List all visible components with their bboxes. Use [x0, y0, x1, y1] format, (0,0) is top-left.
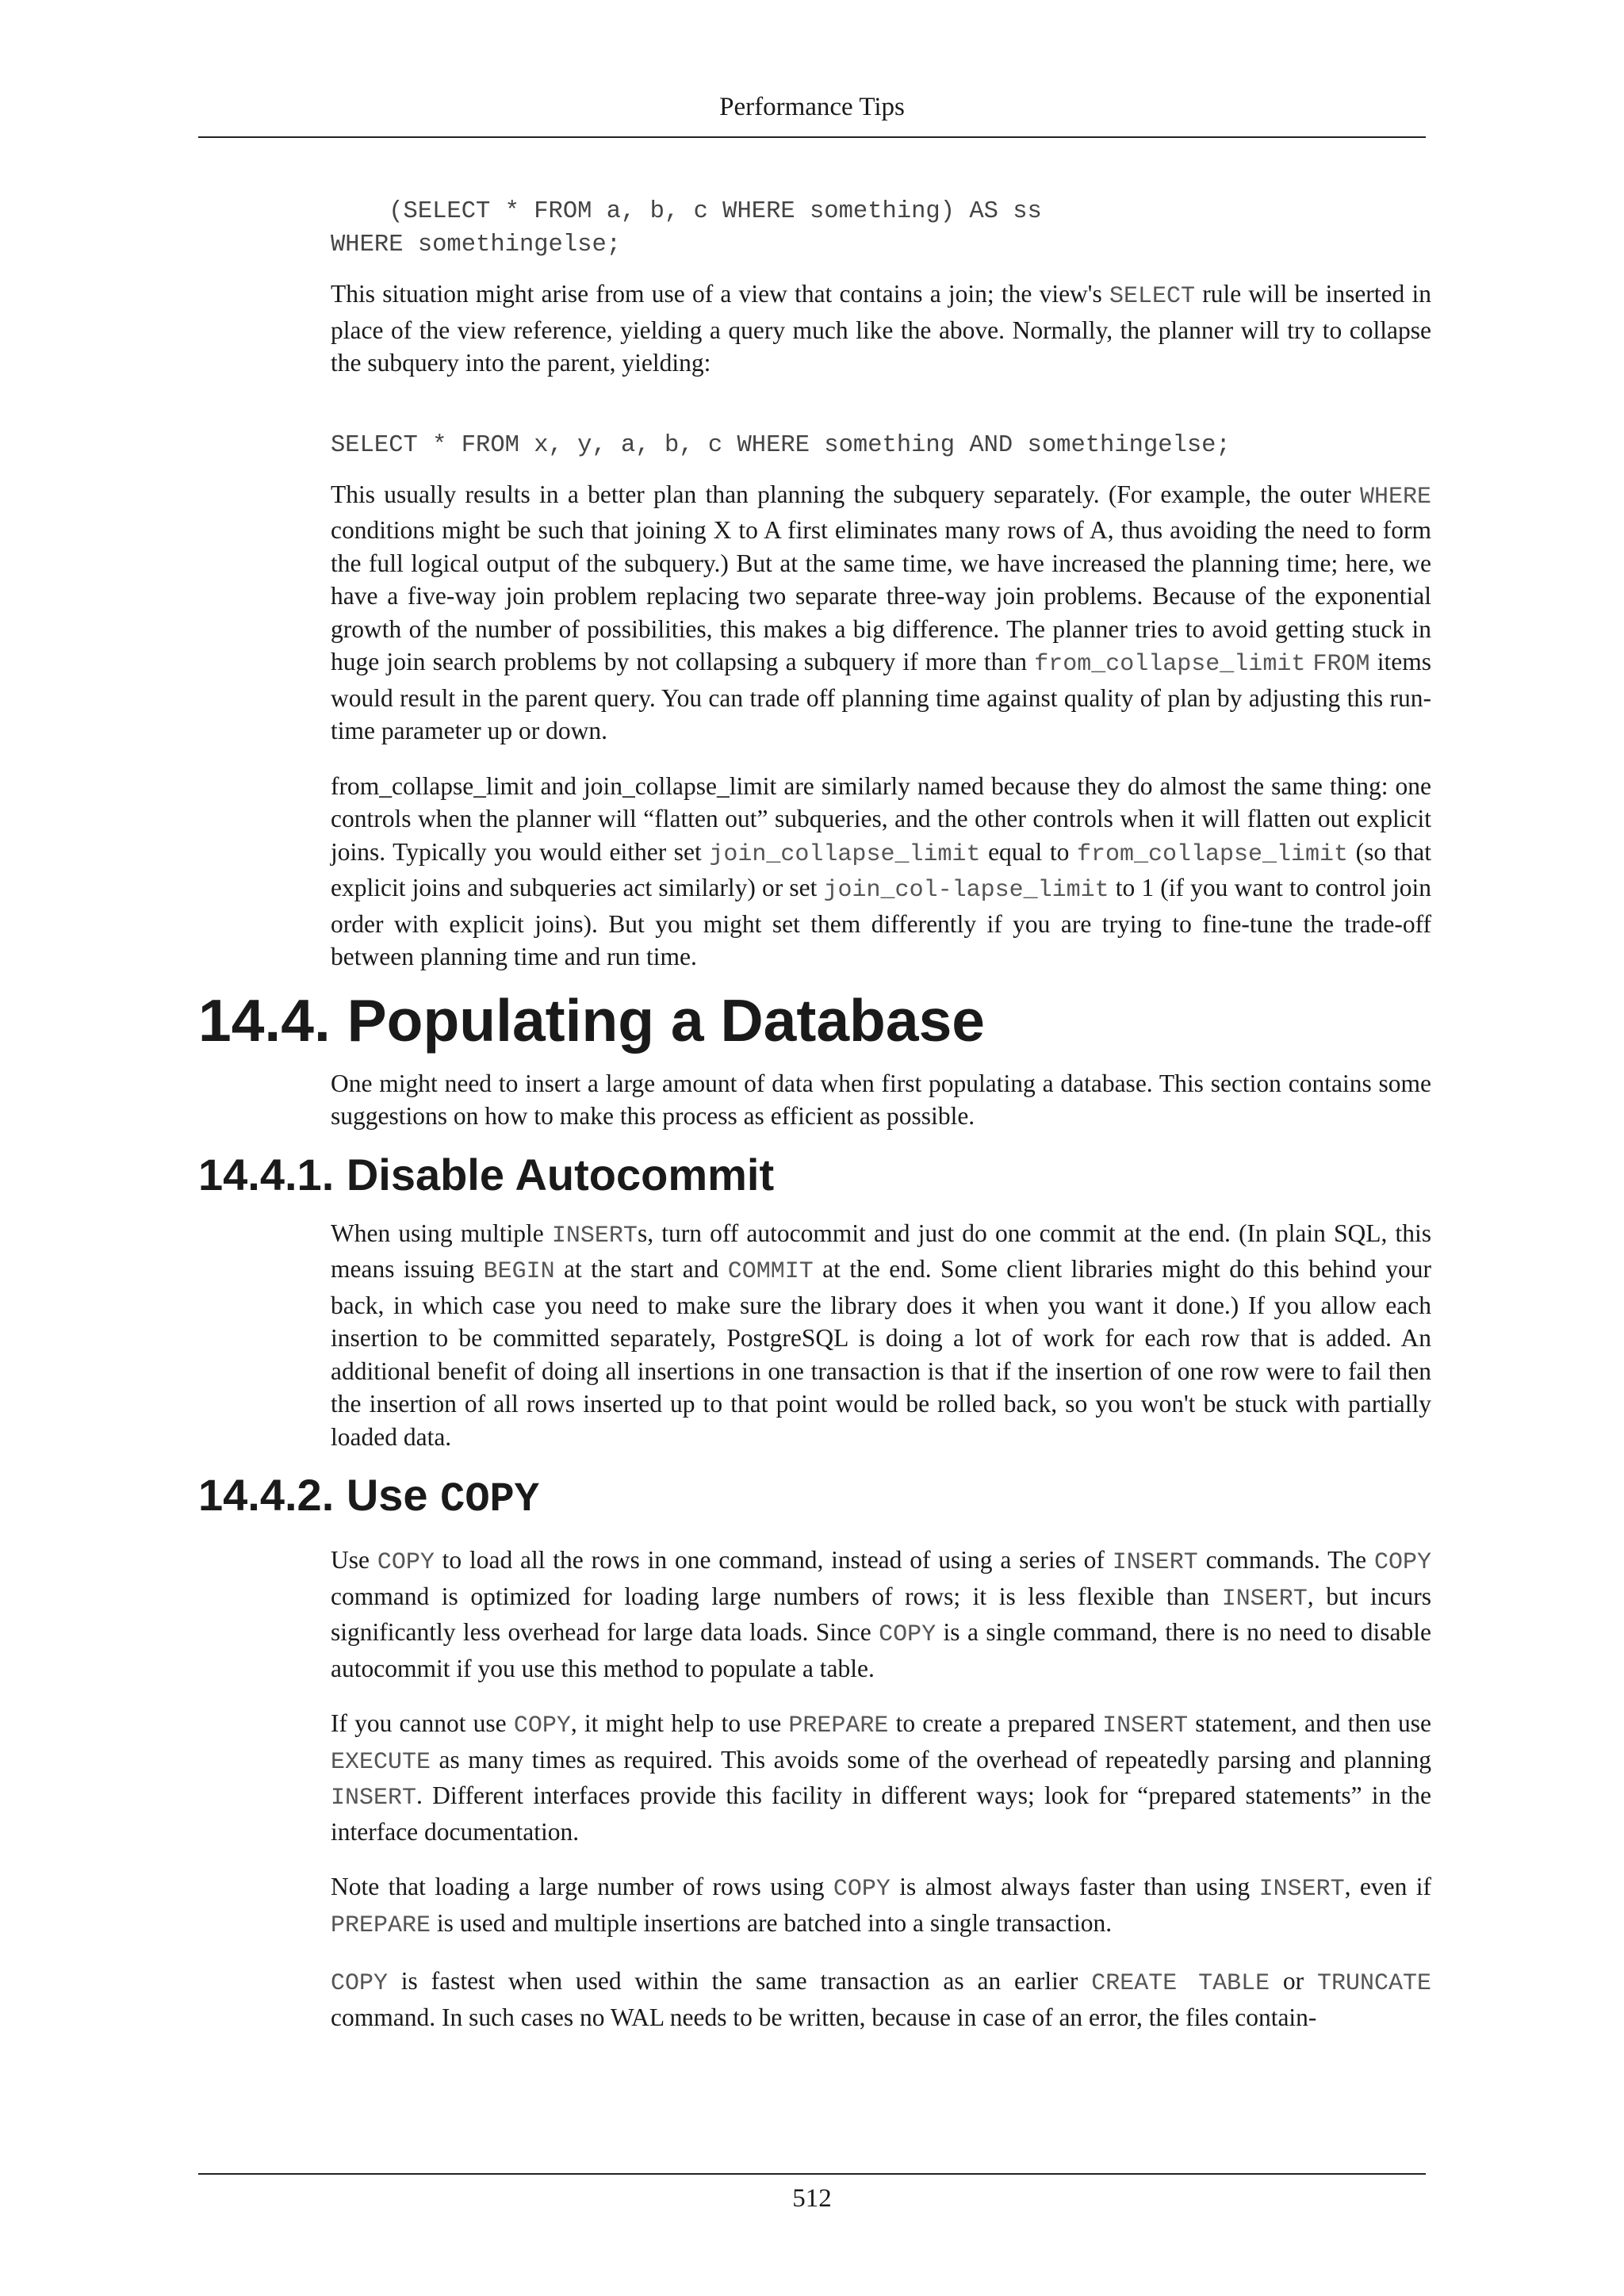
section-heading: 14.4. Populating a Database: [198, 986, 985, 1054]
inline-code: INSERT: [1112, 1549, 1198, 1576]
subsection-heading-autocommit: 14.4.1. Disable Autocommit: [198, 1149, 775, 1200]
paragraph-copy-faster: [331, 1870, 1431, 1942]
text: to create a prepared: [888, 1709, 1103, 1737]
text: command is optimized for loading large numbers of rows; it is less flexible than: [331, 1582, 1222, 1610]
text: , but incurs significantly less overhead for large data loads. Since: [331, 1582, 1432, 1646]
inline-code: COPY: [833, 1876, 891, 1903]
text: conditions might be such that joining X to A first eliminates many rows of A, thus avoiding the need to form the full logical output of the subquery.) But at the same time, we have increased the planning time; here, we have a five-way join problem replacing two separate three-way join problems. Because of the exponential growth of the number of possibilities, this makes a big difference. The planner tries to avoid getting stuck in huge join search problems by not collapsing a subquery if more than: [331, 516, 1431, 675]
inline-code: COMMIT: [727, 1258, 814, 1285]
paragraph-autocommit: [331, 1217, 1431, 1454]
text: at the end. Some client libraries might do this behind your back, in which case you need to make sure the library does it when you want it done.) If you allow each insertion to be committed separately, PostgreSQL is doing a lot of work for each row that is added. An additional benefit of doing all insertions in one transaction is that if the insertion of one row were to fail then the insertion of all rows inserted up to that point would be rolled back, so you won't be stuck with partially loaded data.: [331, 1255, 1431, 1451]
text: rule will be inserted in place of the view reference, yielding a query much like the above. Normally, the planner will try to collapse the subquery into the parent, yielding:: [331, 280, 1431, 377]
inline-code: join_col-lapse_limit: [823, 877, 1109, 904]
section-intro: One might need to insert a large amount of data when first populating a database. This section contains some suggestions on how to make this process as efficient as possible.: [331, 1069, 1431, 1130]
text: Use: [331, 1546, 377, 1574]
text: items would result in the parent query. You can trade off planning time against quality of plan by adjusting this run-time parameter up or down.: [331, 648, 1432, 744]
paragraph-copy-fastest: [331, 1965, 1431, 2034]
inline-code: WHERE: [1359, 483, 1431, 511]
page-number: 512: [792, 2184, 832, 2213]
inline-code: BEGIN: [483, 1258, 555, 1285]
inline-code: PREPARE: [788, 1712, 889, 1739]
text: is a single command, there is no need to disable autocommit if you use this method to populate a table.: [331, 1618, 1431, 1682]
text: or: [1270, 1967, 1317, 1995]
text: to load all the rows in one command, instead of using a series of: [434, 1546, 1113, 1574]
text: When using multiple: [331, 1219, 552, 1247]
text: as many times as required. This avoids some of the overhead of repeatedly parsing and planning: [431, 1745, 1431, 1774]
paragraph-better-plan: [331, 478, 1431, 748]
inline-code: COPY: [1373, 1549, 1431, 1576]
text: Note that loading a large number of rows using: [331, 1873, 833, 1900]
text: This usually results in a better plan than planning the subquery separately. (For example, the outer: [331, 480, 1360, 508]
text: to 1 (if you want to control join order with explicit joins). But you might set them differently if you are trying to fine-tune the trade-off between planning time and run time.: [331, 874, 1431, 970]
paragraph-collapse-limits: [331, 770, 1431, 974]
inline-code: TRUNCATE: [1316, 1970, 1431, 1997]
inline-code: COPY: [879, 1621, 936, 1648]
code-line: SELECT * FROM x, y, a, b, c WHERE something AND somethingelse;: [331, 431, 1231, 459]
code-line: (SELECT * FROM a, b, c WHERE something) AS ss: [331, 198, 1042, 225]
code-block-subquery: [331, 195, 1431, 262]
header-rule: [198, 136, 1426, 138]
subsection-heading-copy: [198, 1468, 1431, 1528]
text: is almost always faster than using: [890, 1873, 1259, 1900]
text: equal to: [980, 837, 1077, 866]
text: is fastest when used within the same transaction as an earlier: [388, 1967, 1092, 1995]
text: . Different interfaces provide this facility in different ways; look for “prepared statements” in the interface documentation.: [331, 1781, 1431, 1846]
inline-code: INSERT: [1258, 1876, 1345, 1903]
footer-rule: [198, 2173, 1426, 2175]
inline-code: EXECUTE: [331, 1748, 431, 1776]
heading-text: 14.4.2. Use: [198, 1470, 441, 1520]
text: is used and multiple insertions are batched into a single transaction.: [431, 1908, 1113, 1937]
text: at the start and: [554, 1255, 728, 1283]
code-block-flattened: [331, 429, 1431, 462]
heading-code: COPY: [440, 1476, 539, 1523]
text: , it might help to use: [570, 1709, 789, 1737]
running-header: Performance Tips: [719, 93, 905, 121]
inline-code: CREATE TABLE: [1091, 1970, 1270, 1997]
text: command. In such cases no WAL needs to be written, because in case of an error, the files contain-: [331, 2003, 1317, 2031]
inline-code: COPY: [377, 1549, 435, 1576]
text: , even if: [1344, 1873, 1431, 1900]
inline-code: INSERT: [1221, 1585, 1308, 1613]
inline-code: SELECT: [1109, 283, 1195, 310]
text: from_collapse_limit and join_collapse_limit are similarly named because they do almost the same thing: one controls when the planner will “flatten out” subqueries, and the other controls when it will flatten out explicit joins. Typically you would either set: [331, 771, 1431, 866]
page-content: [198, 190, 1432, 2034]
inline-code: COPY: [331, 1970, 389, 1997]
paragraph-use-copy: [331, 1544, 1431, 1685]
code-line: WHERE somethingelse;: [331, 232, 622, 258]
inline-code: from_collapse_limit: [1034, 651, 1306, 678]
paragraph-view-join: [331, 277, 1431, 380]
inline-code: FROM: [1312, 651, 1370, 678]
inline-code: COPY: [513, 1712, 571, 1739]
inline-code: INSERT: [1102, 1712, 1189, 1739]
inline-code: INSERT: [551, 1222, 638, 1249]
inline-code: INSERT: [331, 1785, 417, 1812]
text: commands. The: [1197, 1546, 1374, 1574]
inline-code: PREPARE: [331, 1911, 431, 1939]
inline-code: join_collapse_limit: [709, 840, 981, 868]
paragraph-prepare: [331, 1707, 1431, 1848]
text: s, turn off autocommit and just do one commit at the end. (In plain SQL, this means issuing: [331, 1219, 1431, 1283]
inline-code: from_collapse_limit: [1077, 840, 1349, 868]
text: If you cannot use: [331, 1709, 514, 1737]
text: This situation might arise from use of a view that contains a join; the view's: [331, 280, 1109, 308]
text: (so that explicit joins and subqueries act similarly) or set: [331, 837, 1432, 901]
text: statement, and then use: [1188, 1709, 1432, 1737]
